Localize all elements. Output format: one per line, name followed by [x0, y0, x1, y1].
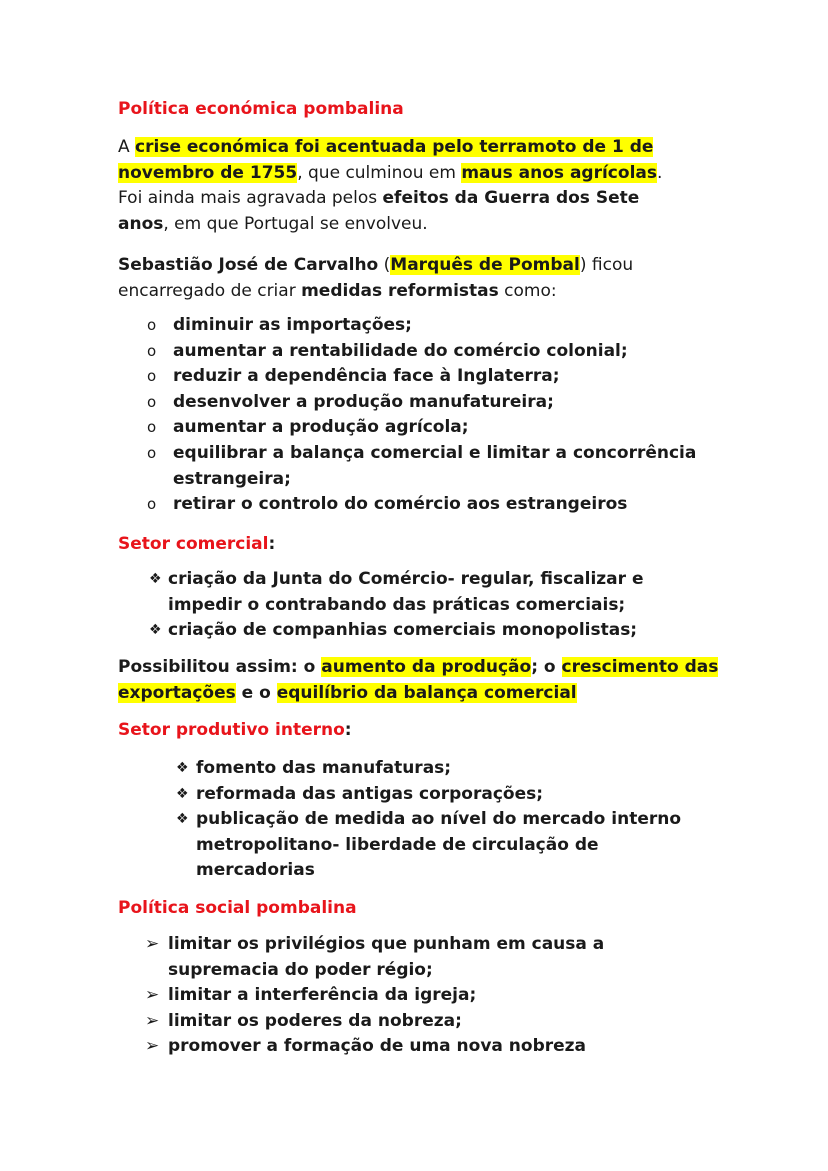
list-item	[118, 756, 681, 782]
text-run: estrangeira;	[173, 468, 291, 489]
list-item	[118, 339, 696, 365]
text-run: aumentar a produção agrícola;	[173, 417, 469, 438]
bullet-list	[118, 932, 604, 1060]
text-run: reduzir a dependência face à Inglaterra;	[173, 366, 560, 387]
text-line	[196, 833, 681, 859]
highlighted-text: exportações	[118, 682, 236, 703]
paragraph	[118, 135, 662, 237]
list-item	[118, 441, 696, 492]
text-run: anos	[118, 213, 164, 234]
section-heading	[118, 896, 357, 922]
circle-bullet-icon: o	[147, 443, 157, 462]
diamond-bullet-icon: ❖	[176, 785, 189, 802]
text-run: .	[657, 162, 663, 183]
section-heading	[118, 97, 404, 123]
arrow-bullet-icon: ➢	[145, 1036, 160, 1057]
text-line	[196, 756, 681, 782]
diamond-bullet-icon: ❖	[176, 760, 189, 776]
text-run: , que culminou em	[297, 162, 462, 183]
text-run: limitar os privilégios que punham em causa a	[168, 934, 605, 954]
text-run: equilibrar a balança comercial e limitar a concorrência	[173, 442, 697, 463]
list-item	[118, 1034, 604, 1060]
list-item	[118, 1009, 604, 1035]
text-line	[118, 279, 633, 305]
heading-text: Política económica pombalina	[118, 99, 404, 119]
text-run: Foi ainda mais agravada pelos	[118, 188, 383, 209]
text-line	[173, 492, 696, 518]
text-line	[118, 681, 718, 707]
text-line	[196, 858, 681, 884]
diamond-bullet-icon: ❖	[149, 622, 162, 639]
text-run: ) ficou	[579, 255, 634, 275]
text-run: encarregado de criar	[118, 280, 302, 301]
text-line	[118, 97, 404, 123]
text-run: impedir o contrabando das práticas comerciais;	[168, 594, 626, 615]
arrow-bullet-icon: ➢	[145, 985, 160, 1006]
text-line	[196, 807, 681, 833]
text-line	[118, 896, 357, 922]
text-run: medidas reformistas	[301, 280, 499, 301]
text-run: :	[268, 534, 276, 554]
text-run: limitar a interferência da igreja;	[168, 985, 477, 1006]
text-run: reformada das antigas corporações;	[196, 783, 544, 804]
text-line	[173, 415, 696, 441]
list-item	[118, 567, 644, 618]
arrow-bullet-icon: ➢	[145, 1010, 160, 1031]
text-run: metropolitano- liberdade de circulação de	[196, 834, 599, 855]
text-run: efeitos da Guerra dos Sete	[382, 188, 640, 209]
text-run: fomento das manufaturas;	[196, 758, 452, 778]
text-run: como:	[498, 280, 557, 301]
text-line	[118, 186, 662, 212]
text-run: , em que Portugal se envolveu.	[163, 213, 428, 234]
text-line	[168, 932, 604, 958]
text-run: mercadorias	[196, 860, 315, 881]
text-line	[118, 718, 352, 744]
text-line	[118, 532, 275, 558]
arrow-bullet-icon: ➢	[145, 934, 160, 954]
text-line	[173, 313, 696, 339]
list-item	[118, 618, 644, 644]
text-line	[118, 135, 662, 161]
bullet-list	[118, 567, 644, 644]
text-run: promover a formação de uma nova nobreza	[168, 1036, 587, 1057]
text-line	[168, 618, 644, 644]
paragraph	[118, 253, 633, 304]
highlighted-text: aumento da produção	[321, 657, 532, 677]
list-item	[118, 807, 681, 884]
text-run: :	[344, 720, 352, 740]
text-line	[168, 958, 604, 984]
list-item	[118, 782, 681, 808]
text-run: criação da Junta do Comércio- regular, fiscalizar e	[168, 569, 644, 589]
highlighted-text: equilíbrio da balança comercial	[276, 682, 577, 703]
circle-bullet-icon: o	[147, 418, 157, 437]
list-item	[118, 932, 604, 983]
text-line	[173, 467, 696, 493]
highlighted-text: crise económica foi acentuada pelo terramoto de 1 de	[135, 137, 654, 157]
text-line	[173, 364, 696, 390]
text-run: A	[118, 137, 136, 157]
text-line	[173, 441, 696, 467]
highlighted-text: Marquês de Pombal	[390, 255, 580, 275]
bullet-list	[118, 313, 696, 518]
circle-bullet-icon: o	[147, 392, 157, 411]
text-run: diminuir as importações;	[173, 315, 412, 335]
highlighted-text: novembro de 1755	[118, 162, 298, 183]
list-item	[118, 313, 696, 339]
text-run: ; o	[531, 657, 562, 677]
list-item	[118, 390, 696, 416]
text-run: supremacia do poder régio;	[168, 959, 433, 980]
text-run: desenvolver a produção manufatureira;	[173, 391, 554, 412]
text-line	[168, 593, 644, 619]
heading-text: Setor comercial	[118, 534, 269, 554]
text-run: e o	[235, 682, 277, 703]
text-line	[168, 567, 644, 593]
text-line	[118, 253, 633, 279]
highlighted-text: maus anos agrícolas	[461, 162, 657, 183]
circle-bullet-icon: o	[147, 341, 157, 360]
text-run: Possibilitou assim: o	[118, 657, 322, 677]
circle-bullet-icon: o	[147, 316, 157, 334]
circle-bullet-icon: o	[147, 495, 157, 514]
text-run: publicação de medida ao nível do mercado interno	[196, 809, 682, 830]
text-run: limitar os poderes da nobreza;	[168, 1010, 462, 1031]
section-heading	[118, 532, 275, 558]
text-line	[173, 390, 696, 416]
diamond-bullet-icon: ❖	[176, 811, 189, 828]
text-line	[168, 983, 604, 1009]
text-line	[173, 339, 696, 365]
heading-text: Política social pombalina	[118, 898, 357, 918]
section-heading	[118, 718, 352, 744]
text-line	[118, 161, 662, 187]
text-run: retirar o controlo do comércio aos estrangeiros	[173, 494, 628, 515]
text-line	[118, 655, 718, 681]
text-run: aumentar a rentabilidade do comércio colonial;	[173, 340, 628, 361]
diamond-bullet-icon: ❖	[149, 571, 162, 587]
text-run: Sebastião José de Carvalho	[118, 255, 379, 275]
highlighted-text: crescimento das	[561, 657, 719, 677]
text-run: criação de companhias comerciais monopolistas;	[168, 620, 638, 641]
text-run: (	[378, 255, 391, 275]
list-item	[118, 983, 604, 1009]
circle-bullet-icon: o	[147, 367, 157, 386]
text-line	[168, 1009, 604, 1035]
paragraph	[118, 655, 718, 706]
list-item	[118, 364, 696, 390]
bullet-list	[118, 756, 681, 884]
text-line	[196, 782, 681, 808]
text-line	[168, 1034, 604, 1060]
heading-text: Setor produtivo interno	[118, 720, 345, 740]
list-item	[118, 415, 696, 441]
list-item	[118, 492, 696, 518]
text-line	[118, 212, 662, 238]
